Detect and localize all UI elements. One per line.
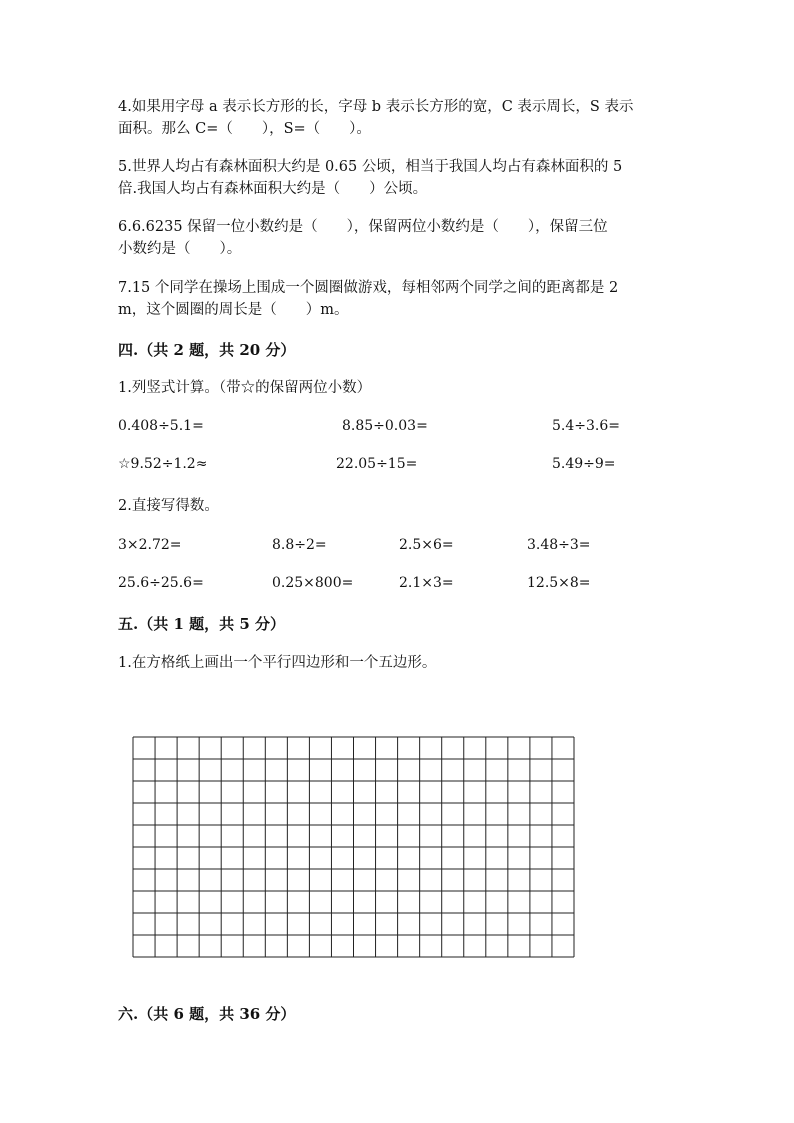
question-4-line1: 4.如果用字母 a 表示长方形的长，字母 b 表示长方形的宽，C 表示周长，S 表示 (118, 99, 634, 115)
mental-item: 25.6÷25.6= (118, 575, 204, 591)
question-6 (118, 216, 678, 260)
calc-item: 8.85÷0.03= (342, 418, 428, 434)
calc-item: 5.4÷3.6= (552, 418, 620, 434)
question-7 (118, 277, 678, 321)
question-5-line2: 倍.我国人均占有森林面积大约是（ ）公顷。 (118, 181, 428, 197)
section-4-q2: 2.直接写得数。 (118, 498, 219, 514)
question-4-line2: 面积。那么 C=（ ），S=（ ）。 (118, 121, 371, 137)
section-4-q1: 1.列竖式计算。（带☆的保留两位小数） (118, 380, 372, 396)
question-7-line2: m，这个圆圈的周长是（ ）m。 (118, 302, 349, 318)
section-5-heading: 五.（共 1 题，共 5 分） (118, 615, 285, 633)
question-5-line1: 5.世界人均占有森林面积大约是 0.65 公顷，相当于我国人均占有森林面积的 5 (118, 159, 623, 175)
mental-item: 8.8÷2= (272, 537, 327, 553)
question-6-line2: 小数约是（ ）。 (118, 241, 242, 257)
calc-item: 22.05÷15= (336, 456, 418, 472)
mental-item: 2.5×6= (399, 537, 454, 553)
question-4 (118, 96, 678, 140)
mental-item: 2.1×3= (399, 575, 454, 591)
section-6-heading: 六.（共 6 题，共 36 分） (118, 1005, 296, 1023)
question-6-line1: 6.6.6235 保留一位小数约是（ ），保留两位小数约是（ ），保留三位 (118, 219, 608, 235)
question-7-line1: 7.15 个同学在操场上围成一个圆圈做游戏，每相邻两个同学之间的距离都是 2 (118, 280, 619, 296)
mental-item: 12.5×8= (527, 575, 591, 591)
mental-item: 0.25×800= (272, 575, 354, 591)
calc-item: ☆9.52÷1.2≈ (118, 456, 208, 472)
section-5-q1: 1.在方格纸上画出一个平行四边形和一个五边形。 (118, 655, 437, 671)
question-5 (118, 156, 678, 200)
graph-paper-grid[interactable] (132, 736, 575, 958)
calc-item: 5.49÷9= (552, 456, 616, 472)
mental-item: 3×2.72= (118, 537, 182, 553)
section-4-heading: 四.（共 2 题，共 20 分） (118, 341, 296, 359)
mental-item: 3.48÷3= (527, 537, 591, 553)
calc-item: 0.408÷5.1= (118, 418, 204, 434)
